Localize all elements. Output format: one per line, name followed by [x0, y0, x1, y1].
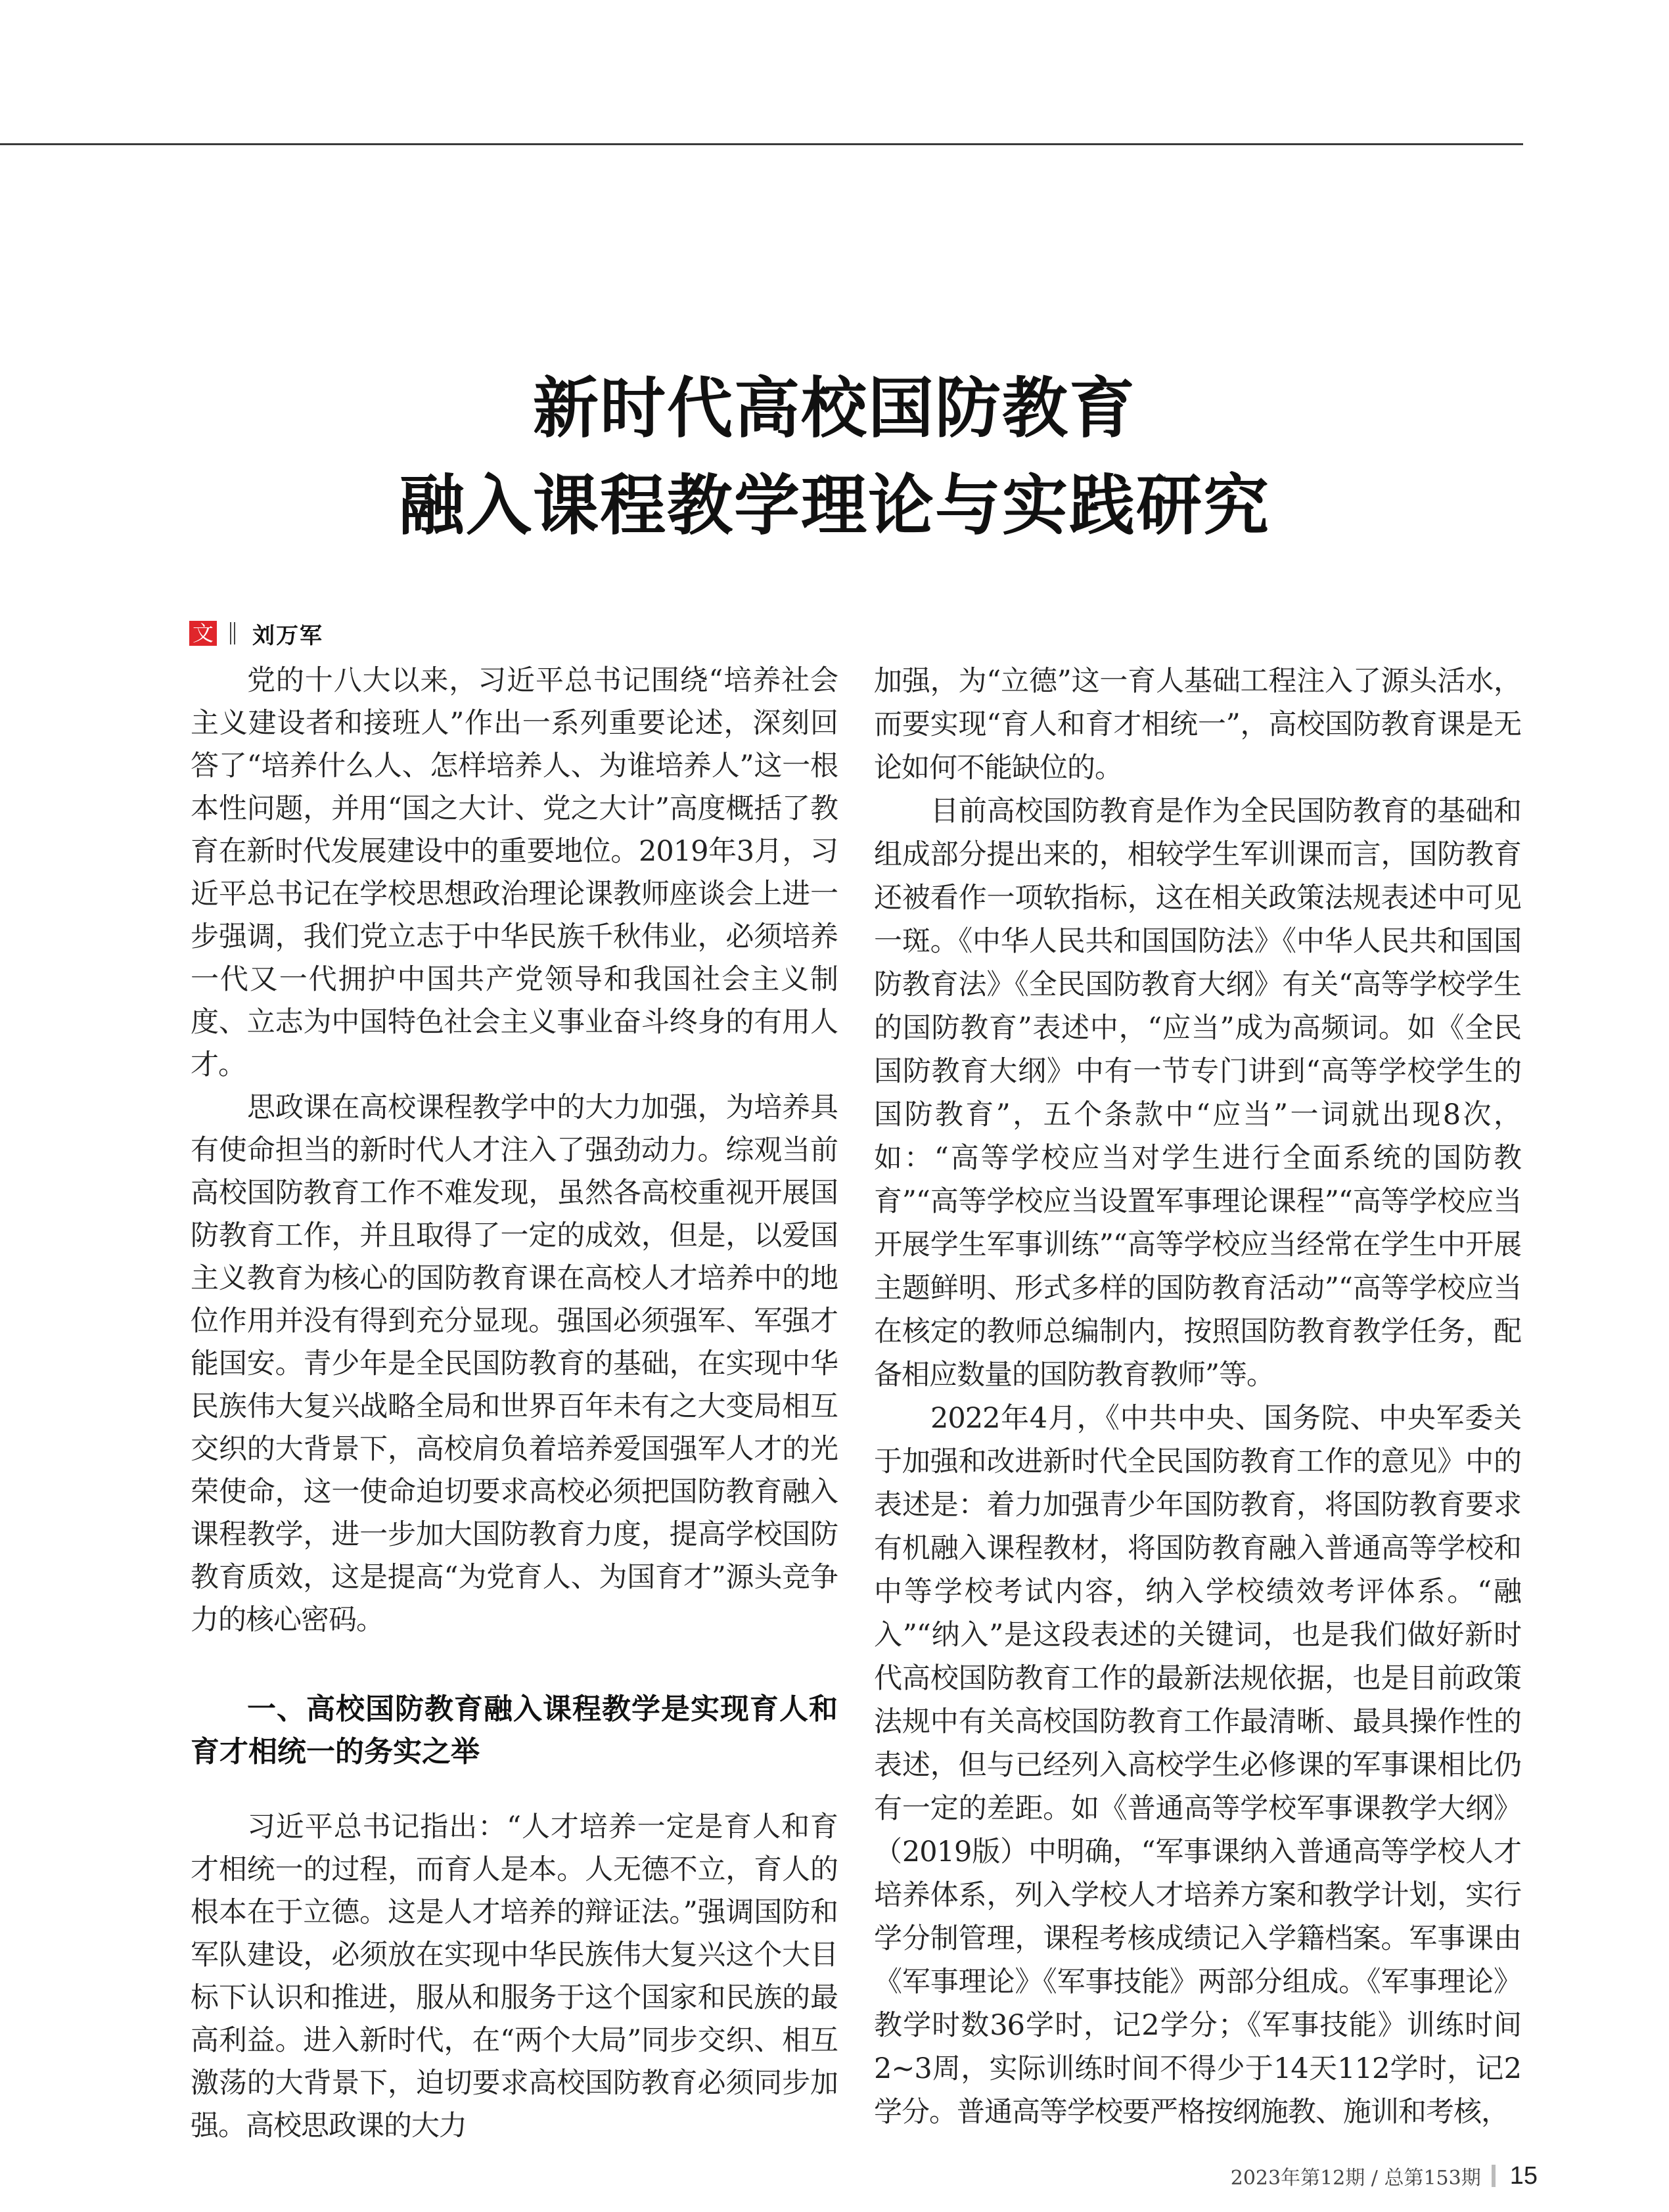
issue-info: 2023年第12期 / 总第153期	[1230, 2167, 1481, 2190]
paragraph: 习近平总书记指出：“人才培养一定是育人和育才相统一的过程，而育人是本。人无德不立，育人的根本在于立德。这是人才培养的辩证法。”强调国防和军队建设，必须放在实现中华民族伟大复兴这个大目标下认识和推进，服从和服务于这个国家和民族的最高利益。进入新时代，在“两个大局”同步交织、相互激荡的大背景下，迫切要求高校国防教育必须同步加强。高校思政课的大力	[191, 1811, 838, 2142]
section-heading: 一、高校国防教育融入课程教学是实现育人和育才相统一的务实之举	[191, 1692, 838, 1769]
page-footer	[1231, 2161, 1538, 2190]
title-line-1: 新时代高校国防教育	[533, 370, 1136, 447]
column-2	[874, 660, 1521, 2134]
page-number: 15	[1509, 2161, 1538, 2190]
header-rule	[0, 143, 1523, 145]
footer-separator	[1492, 2165, 1496, 2187]
column-1	[191, 660, 838, 2148]
title-line-2: 融入课程教学理论与实践研究	[399, 467, 1270, 544]
byline	[189, 619, 323, 648]
author-name: 刘万军	[252, 622, 323, 649]
paragraph: 2022年4月，《中共中央、国务院、中央军委关于加强和改进新时代全民国防教育工作的意见》中的表述是：着力加强青少年国防教育，将国防教育要求有机融入课程教材，将国防教育融入普通高等学校和中等学校考试内容，纳入学校绩效考评体系。“融入”“纳入”是这段表述的关键词，也是我们做好新时代高校国防教育工作的最新法规依据，也是目前政策法规中有关高校国防教育工作最清晰、最具操作性的表述，但与已经列入高校学生必修课的军事课相比仍有一定的差距。如《普通高等学校军事课教学大纲》（2019版）中明确，“军事课纳入普通高等学校人才培养体系，列入学校人才培养方案和教学计划，实行学分制管理，课程考核成绩记入学籍档案。军事课由《军事理论》《军事技能》两部分组成。《军事理论》教学时数36学时，记2学分；《军事技能》训练时间2~3周，实际训练时间不得少于14天112学时，记2学分。普通高等学校要严格按纲施教、施训和考核，	[874, 1402, 1521, 2129]
byline-tag: 文	[189, 621, 217, 646]
paragraph: 思政课在高校课程教学中的大力加强，为培养具有使命担当的新时代人才注入了强劲动力。综观当前高校国防教育工作不难发现，虽然各高校重视开展国防教育工作，并且取得了一定的成效，但是，以爱国主义教育为核心的国防教育课在高校人才培养中的地位作用并没有得到充分显现。强国必须强军、军强才能国安。青少年是全民国防教育的基础，在实现中华民族伟大复兴战略全局和世界百年未有之大变局相互交织的大背景下，高校肩负着培养爱国强军人才的光荣使命，这一使命迫切要求高校必须把国防教育融入课程教学，进一步加大国防教育力度，提高学校国防教育质效，这是提高“为党育人、为国育才”源头竞争力的核心密码。	[191, 1091, 838, 1636]
paragraph: 目前高校国防教育是作为全民国防教育的基础和组成部分提出来的，相较学生军训课而言，国防教育还被看作一项软指标，这在相关政策法规表述中可见一斑。《中华人民共和国国防法》《中华人民共和国国防教育法》《全民国防教育大纲》有关“高等学校学生的国防教育”表述中，“应当”成为高频词。如《全民国防教育大纲》中有一节专门讲到“高等学校学生的国防教育”，五个条款中“应当”一词就出现8次，如：“高等学校应当对学生进行全面系统的国防教育”“高等学校应当设置军事理论课程”“高等学校应当开展学生军事训练”“高等学校应当经常在学生中开展主题鲜明、形式多样的国防教育活动”“高等学校应当在核定的教师总编制内，按照国防教育教学任务，配备相应数量的国防教育教师”等。	[874, 795, 1521, 1391]
double-bar-divider	[230, 622, 235, 644]
paragraph-continuation: 加强，为“立德”这一育人基础工程注入了源头活水，而要实现“育人和育才相统一”，高校国防教育课是无论如何不能缺位的。	[874, 665, 1521, 784]
article-title	[0, 360, 1669, 554]
paragraph: 党的十八大以来，习近平总书记围绕“培养社会主义建设者和接班人”作出一系列重要论述，深刻回答了“培养什么人、怎样培养人、为谁培养人”这一根本性问题，并用“国之大计、党之大计”高度概括了教育在新时代发展建设中的重要地位。2019年3月，习近平总书记在学校思想政治理论课教师座谈会上进一步强调，我们党立志于中华民族千秋伟业，必须培养一代又一代拥护中国共产党领导和我国社会主义制度、立志为中国特色社会主义事业奋斗终身的有用人才。	[191, 664, 838, 1081]
